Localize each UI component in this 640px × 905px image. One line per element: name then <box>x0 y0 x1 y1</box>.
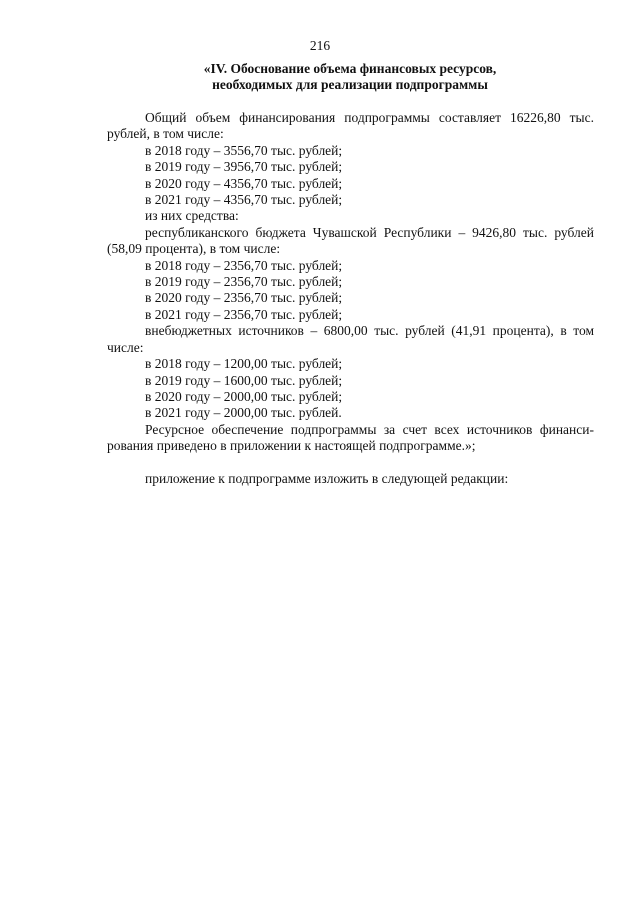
extra-budget-2018: в 2018 году – 1200,00 тыс. рублей; <box>145 356 343 372</box>
total-funding-2021: в 2021 году – 4356,70 тыс. рублей; <box>145 192 343 208</box>
paragraph-total-funding: Общий объем финансирования подпрограммы составляет 16226,80 тыс. рублей, в том числе: <box>107 110 594 142</box>
paragraph-spacer <box>107 455 594 471</box>
total-funding-2018: в 2018 году – 3556,70 тыс. рублей; <box>145 142 343 158</box>
republic-budget-2019: в 2019 году – 2356,70 тыс. рублей; <box>145 274 343 290</box>
republic-budget-2020: в 2020 году – 2356,70 тыс. рублей; <box>145 290 343 306</box>
section-title-line-1: «IV. Обоснование объема финансовых ресурсов, <box>203 61 497 76</box>
page-number: 216 <box>309 38 331 53</box>
section-title-line-2: необходимых для реализации подпрограммы <box>212 77 488 92</box>
paragraph-resource-provision: Ресурсное обеспечение подпрограммы за счет всех источников финансирования приведено в приложении к настоящей подпрограмме.»; <box>107 421 594 454</box>
extra-budget-2021: в 2021 году – 2000,00 тыс. рублей. <box>145 405 342 421</box>
republic-budget-2021: в 2021 году – 2356,70 тыс. рублей; <box>145 306 343 322</box>
paragraph-extra-budget: внебюджетных источников – 6800,00 тыс. рублей (41,91 процента), в том числе: <box>107 323 594 355</box>
total-funding-2019: в 2019 году – 3956,70 тыс. рублей; <box>145 159 343 175</box>
republic-budget-2018: в 2018 году – 2356,70 тыс. рублей; <box>145 257 343 273</box>
paragraph-republic-budget: республиканского бюджета Чувашской Республики – 9426,80 тыс. рублей (58,09 процента), в том числе: <box>107 224 594 257</box>
paragraph-of-which: из них средства: <box>145 208 239 224</box>
document-body <box>107 110 594 487</box>
extra-budget-2020: в 2020 году – 2000,00 тыс. рублей; <box>145 388 343 404</box>
total-funding-2020: в 2020 году – 4356,70 тыс. рублей; <box>145 175 343 191</box>
paragraph-appendix-note: приложение к подпрограмме изложить в следующей редакции: <box>145 470 509 486</box>
section-title <box>100 61 600 93</box>
extra-budget-2019: в 2019 году – 1600,00 тыс. рублей; <box>145 372 343 388</box>
